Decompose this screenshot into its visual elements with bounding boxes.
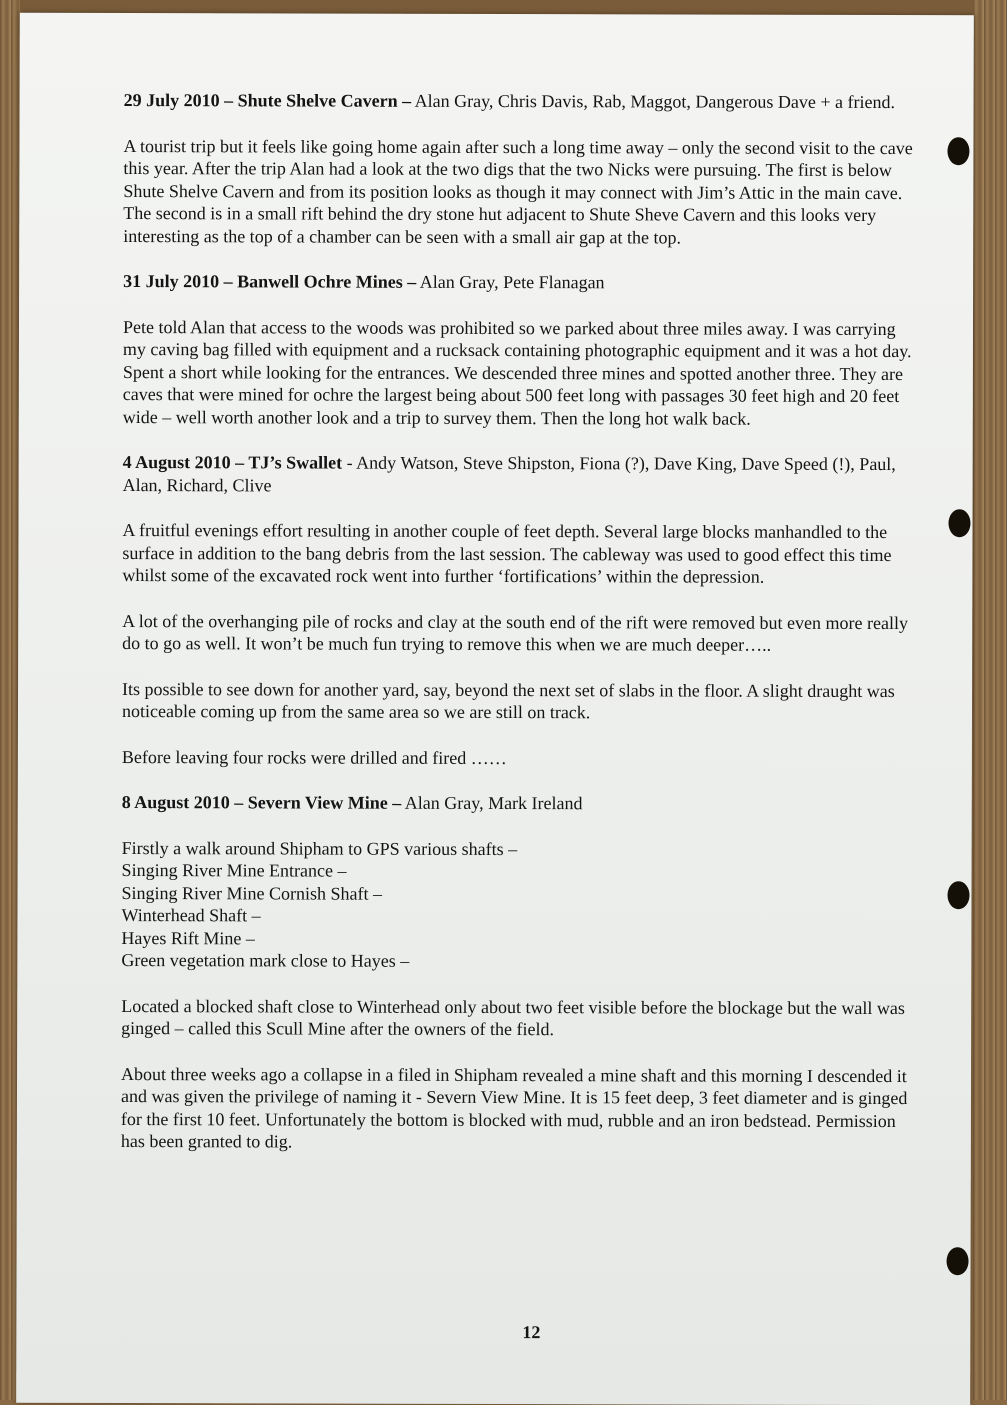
entry-people: - Andy Watson, Steve Shipston, Fiona (?), Dave King, Dave Speed (!), Paul, Alan, Richard, Clive	[122, 452, 896, 495]
entry-people: Alan Gray, Pete Flanagan	[416, 271, 605, 293]
punch-hole-icon	[947, 1247, 969, 1275]
entry-paragraph: A tourist trip but it feels like going home again after such a long time away – only the second visit to the cave this year. After the trip Alan had a look at the two digs that the two Nicks were pursuing. The first is below Shute Shelve Cavern and from its position looks as though it may connect with Jim’s Attic in the main cave. The second is in a small rift behind the dry stone hut adjacent to Shute Sheve Cavern and this looks very interesting as the top of a chamber can be seen with a small air gap at the top.	[123, 135, 913, 247]
punch-hole-icon	[947, 137, 969, 165]
punch-hole-icon	[948, 509, 970, 537]
entry-heading: 4 August 2010 – TJ’s Swallet	[122, 452, 343, 473]
entry-header	[124, 89, 924, 114]
entry-header	[122, 791, 922, 816]
page-number: 12	[522, 1322, 541, 1343]
document-body	[121, 89, 924, 1178]
entry-people: Alan Gray, Chris Davis, Rab, Maggot, Dangerous Dave + a friend.	[411, 90, 896, 113]
entry-paragraph: Before leaving four rocks were drilled and fired ……	[121, 746, 507, 768]
entry-paragraph: A fruitful evenings effort resulting in another couple of feet depth. Several large blocks manhandled to the surface in addition to the bang debris from the last session. The cableway was used to good effect this time whilst some of the excavated rock went into further ‘fortifications’ within the depression.	[122, 520, 892, 587]
entry-header	[123, 270, 923, 295]
entry-header	[123, 451, 923, 498]
entry-paragraph: Located a blocked shaft close to Winterhead only about two feet visible before the blockage but the wall was ginged – called this Scull Mine after the owners of the field.	[121, 995, 905, 1040]
entry-people: Alan Gray, Mark Ireland	[401, 792, 583, 814]
entry-heading: 8 August 2010 – Severn View Mine –	[121, 792, 402, 813]
shaft-list	[121, 837, 921, 974]
entry-heading: 29 July 2010 – Shute Shelve Cavern –	[123, 90, 412, 111]
list-item: Green vegetation mark close to Hayes –	[121, 950, 410, 971]
punch-hole-icon	[947, 881, 969, 909]
list-item: Singing River Mine Cornish Shaft –	[121, 882, 383, 904]
list-item: Singing River Mine Entrance –	[121, 860, 347, 881]
entry-paragraph: Its possible to see down for another yard, say, beyond the next set of slabs in the floor. A slight draught was noticeable coming up from the same area so we are still on track.	[121, 678, 895, 723]
entry-paragraph: Pete told Alan that access to the woods was prohibited so we parked about three miles away. I was carrying my caving bag filled with equipment and a rucksack containing photographic equipment and it was a hot day. Spent a short while looking for the entrances. We descended three mines and spotted another three. They are caves that were mined for ochre the largest being about 500 feet long with passages 30 feet high and 20 feet wide – well worth another look and a trip to survey them. Then the long hot walk back.	[122, 316, 912, 429]
entry-paragraph: About three weeks ago a collapse in a filed in Shipham revealed a mine shaft and this morning I descended it and was given the privilege of naming it - Severn View Mine. It is 15 feet deep, 3 feet diameter and is ginged for the first 10 feet. Unfortunately the bottom is blocked with mud, rubble and an iron bedstead. Permission has been granted to dig.	[120, 1063, 908, 1152]
list-intro: Firstly a walk around Shipham to GPS various shafts –	[121, 837, 518, 859]
entry-paragraph: A lot of the overhanging pile of rocks and clay at the south end of the rift were removed but even more really do to go as well. It won’t be much fun trying to remove this when we are much deeper…..	[122, 610, 909, 655]
document-page	[16, 13, 974, 1405]
list-item: Hayes Rift Mine –	[121, 927, 255, 948]
entry-heading: 31 July 2010 – Banwell Ochre Mines –	[123, 271, 417, 292]
wood-background-right	[973, 0, 1007, 1400]
list-item: Winterhead Shaft –	[121, 905, 261, 926]
